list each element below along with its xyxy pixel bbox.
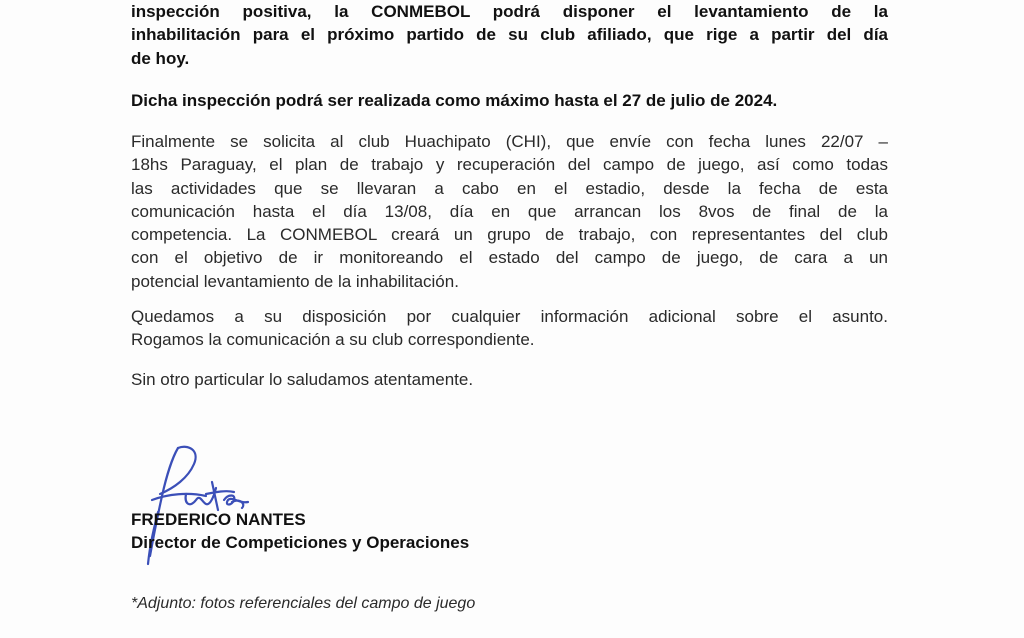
availability-paragraph [131, 305, 888, 352]
handwritten-signature [128, 438, 288, 578]
availability-line: Rogamos la comunicación a su club correspondiente. [131, 330, 535, 350]
deadline-line: Dicha inspección podrá ser realizada como máximo hasta el 27 de julio de 2024. [131, 91, 778, 110]
request-line: las actividades que se llevaran a cabo en el estadio, desde la fecha de esta [131, 178, 888, 198]
request-paragraph [131, 130, 888, 293]
deadline-paragraph [131, 89, 888, 112]
intro-line: de hoy. [131, 48, 190, 68]
intro-paragraph [131, 0, 888, 70]
availability-line: Quedamos a su disposición por cualquier información adicional sobre el asunto. [131, 307, 888, 326]
signature-drawing [128, 438, 288, 578]
signer-name: FREDERICO NANTES [131, 510, 306, 529]
closing-paragraph [131, 368, 888, 391]
attachment-note: *Adjunto: fotos referenciales del campo de juego [131, 595, 476, 612]
intro-line: inspección positiva, la CONMEBOL podrá disponer el levantamiento de la [131, 2, 888, 21]
request-line: potencial levantamiento de la inhabilitación. [131, 271, 459, 291]
request-line: con el objetivo de ir monitoreando el estado del campo de juego, de cara a un [131, 248, 888, 268]
request-line: competencia. La CONMEBOL creará un grupo de trabajo, con representantes del club [131, 225, 888, 245]
intro-line: inhabilitación para el próximo partido de su club afiliado, que rige a partir del día [131, 25, 888, 45]
signer-title: Director de Competiciones y Operaciones [131, 533, 470, 552]
request-line: Finalmente se solicita al club Huachipato (CHI), que envíe con fecha lunes 22/07 – [131, 132, 888, 151]
request-line: 18hs Paraguay, el plan de trabajo y recuperación del campo de juego, así como todas [131, 155, 888, 175]
request-line: comunicación hasta el día 13/08, día en que arrancan los 8vos de final de la [131, 201, 888, 221]
closing-line: Sin otro particular lo saludamos atentamente. [131, 370, 474, 389]
